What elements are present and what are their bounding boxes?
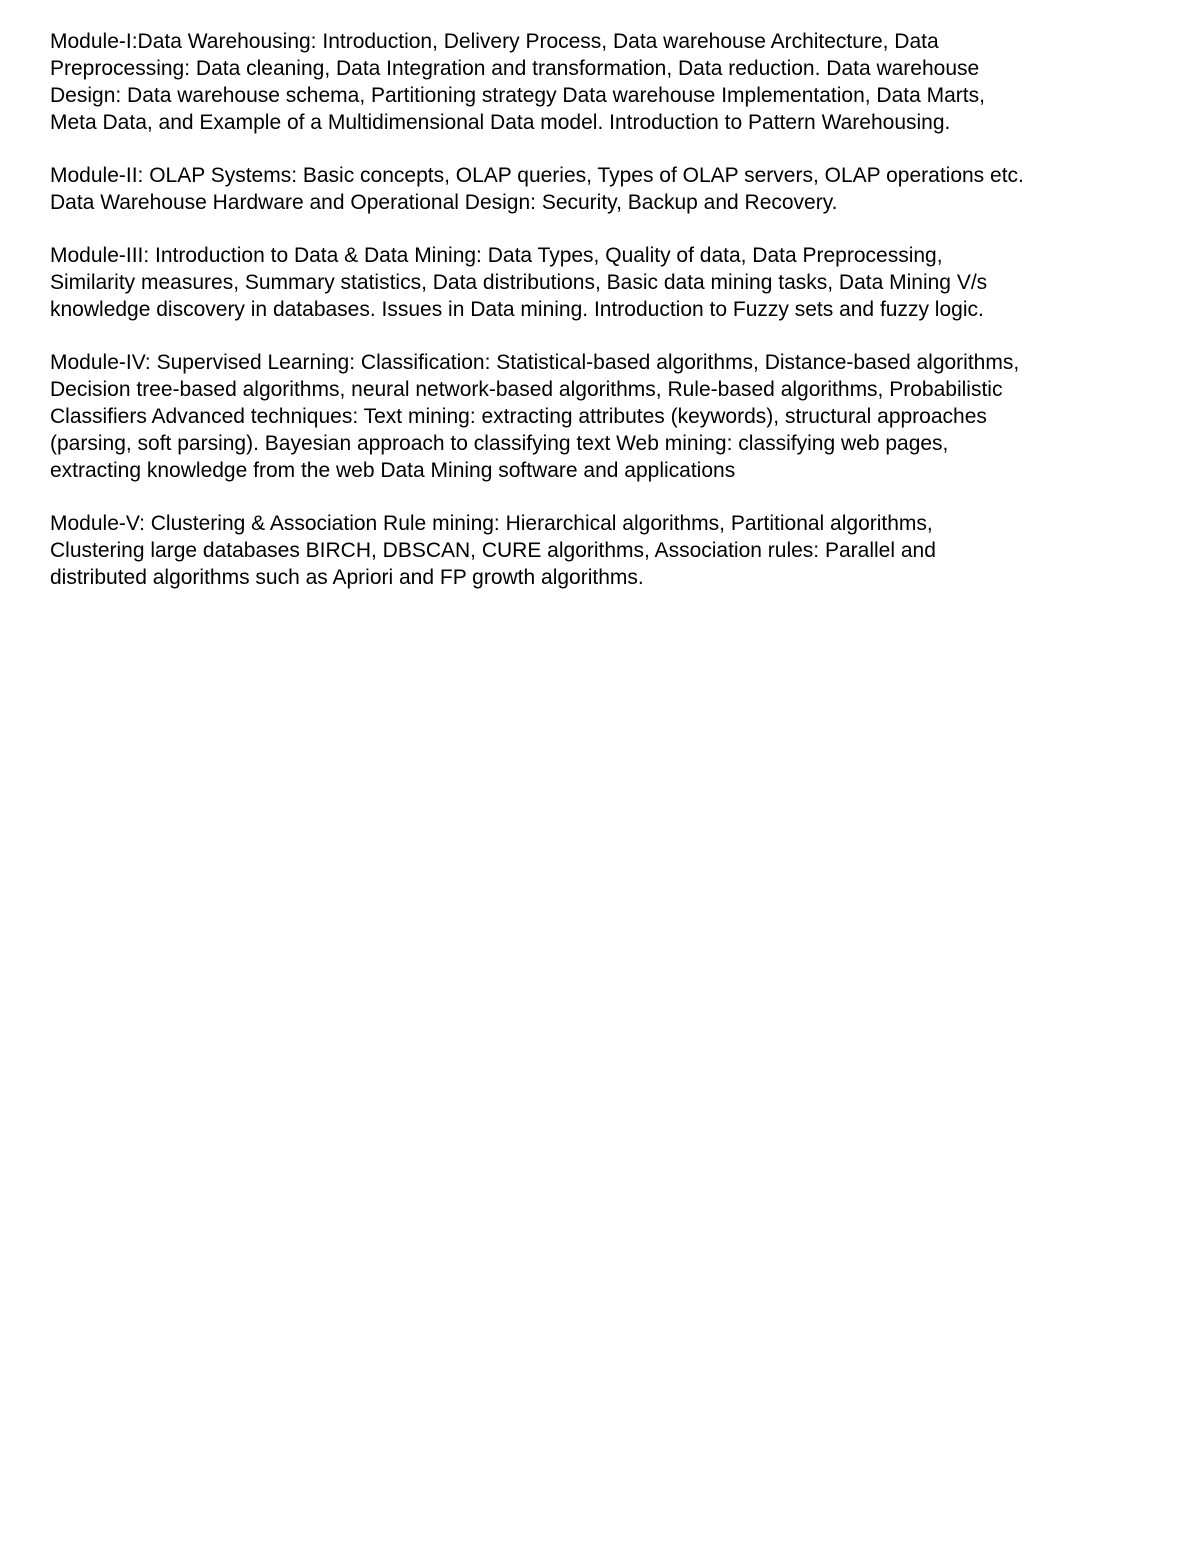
module-3-line: Similarity measures, Summary statistics, Data distributions, Basic data mining tasks, Data Mining V/s (50, 271, 988, 294)
module-4-line: extracting knowledge from the web Data Mining software and applications (50, 459, 736, 482)
module-3-line: knowledge discovery in databases. Issues in Data mining. Introduction to Fuzzy sets and fuzzy logic. (50, 298, 984, 321)
module-5-line: Module-V: Clustering & Association Rule mining: Hierarchical algorithms, Partitional algorithms, (50, 512, 933, 535)
syllabus-content (50, 28, 1160, 617)
module-1-paragraph (50, 28, 1160, 136)
module-4-paragraph (50, 349, 1160, 484)
module-1-line: Meta Data, and Example of a Multidimensional Data model. Introduction to Pattern Warehousing. (50, 111, 951, 134)
module-5-line: Clustering large databases BIRCH, DBSCAN, CURE algorithms, Association rules: Parallel and (50, 539, 936, 562)
module-2-line: Data Warehouse Hardware and Operational Design: Security, Backup and Recovery. (50, 191, 838, 214)
module-4-line: (parsing, soft parsing). Bayesian approach to classifying text Web mining: classifying web pages, (50, 432, 949, 455)
module-4-line: Classifiers Advanced techniques: Text mining: extracting attributes (keywords), structural approaches (50, 405, 987, 428)
module-1-line: Preprocessing: Data cleaning, Data Integration and transformation, Data reduction. Data warehouse (50, 57, 980, 80)
module-3-line: Module-III: Introduction to Data & Data Mining: Data Types, Quality of data, Data Preprocessing, (50, 244, 943, 267)
module-5-line: distributed algorithms such as Apriori and FP growth algorithms. (50, 566, 644, 589)
module-1-line: Design: Data warehouse schema, Partitioning strategy Data warehouse Implementation, Data Marts, (50, 84, 985, 107)
module-4-line: Module-IV: Supervised Learning: Classification: Statistical-based algorithms, Distance-based algorithms, (50, 351, 1020, 374)
module-1-line: Module-I:Data Warehousing: Introduction, Delivery Process, Data warehouse Architecture, Data (50, 30, 939, 53)
module-3-paragraph (50, 242, 1160, 323)
module-5-paragraph (50, 510, 1160, 591)
module-2-paragraph (50, 162, 1160, 216)
module-4-line: Decision tree-based algorithms, neural network-based algorithms, Rule-based algorithms, Probabilistic (50, 378, 1003, 401)
module-2-line: Module-II: OLAP Systems: Basic concepts, OLAP queries, Types of OLAP servers, OLAP operations etc. (50, 164, 1024, 187)
